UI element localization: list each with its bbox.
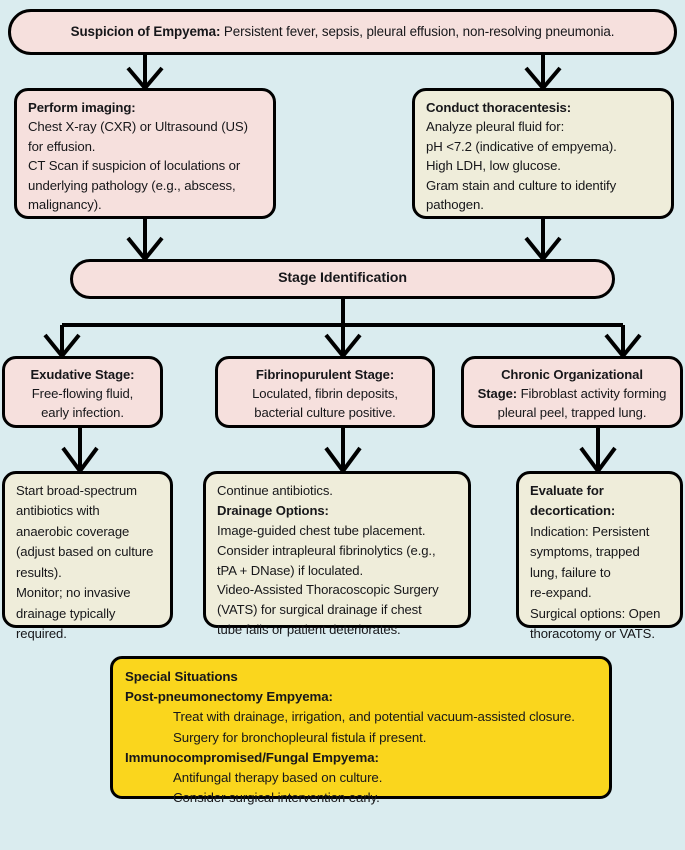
thoracentesis-line-5: pathogen. — [426, 197, 484, 213]
node-chronic-organizational-stage — [461, 356, 683, 428]
imaging-line-5: malignancy). — [28, 197, 102, 213]
special-section-1-heading: Post-pneumonectomy Empyema: — [125, 689, 333, 705]
chronic-heading-line-1: Chronic Organizational — [501, 367, 643, 382]
tx-chronic-line-1: Indication: Persistent — [530, 523, 650, 539]
suspicion-heading: Suspicion of Empyema: — [70, 24, 221, 40]
special-section-1-line-1: Treat with drainage, irrigation, and potential vacuum-assisted closure. — [173, 709, 575, 725]
tx-exudative-line-6: Monitor; no invasive — [16, 585, 131, 601]
tx-exudative-line-5: results). — [16, 564, 62, 580]
exudative-line-1: Free-flowing fluid, — [31, 386, 134, 402]
tx-fibrino-line-6: (VATS) for surgical drainage if chest — [217, 602, 422, 618]
tx-exudative-line-4: (adjust based on culture — [16, 544, 154, 560]
suspicion-body: Persistent fever, sepsis, pleural effusion, non-resolving pneumonia. — [220, 24, 615, 40]
thoracentesis-line-2: pH <7.2 (indicative of empyema). — [426, 138, 617, 154]
tx-exudative-line-2: antibiotics with — [16, 503, 100, 519]
tx-fibrino-line-1: Continue antibiotics. — [217, 483, 333, 498]
node-treatment-exudative — [2, 471, 173, 641]
tx-chronic-line-5: Surgical options: Open — [530, 605, 661, 621]
suspicion-text — [71, 22, 615, 42]
thoracentesis-line-1: Analyze pleural fluid for: — [426, 119, 565, 135]
tx-fibrino-heading: Drainage Options: — [217, 502, 329, 518]
chronic-body-line-2: Fibroblast activity forming — [517, 386, 667, 402]
special-section-2-line-2: Consider surgical intervention early. — [173, 790, 380, 806]
special-title: Special Situations — [125, 669, 238, 684]
thoracentesis-line-4: Gram stain and culture to identify — [426, 177, 617, 193]
node-treatment-fibrinopurulent — [203, 471, 471, 638]
node-suspicion-of-empyema — [8, 9, 677, 55]
imaging-line-4: underlying pathology (e.g., abscess, — [28, 177, 236, 193]
node-treatment-chronic — [516, 471, 683, 641]
exudative-heading: Exudative Stage: — [30, 367, 135, 382]
tx-fibrino-line-4: tPA + DNase) if loculated. — [217, 562, 363, 578]
fibrinopurulent-heading: Fibrinopurulent Stage: — [255, 367, 395, 382]
node-stage-identification — [70, 259, 615, 299]
imaging-line-3: CT Scan if suspicion of loculations or — [28, 158, 241, 174]
tx-chronic-line-6: thoracotomy or VATS. — [530, 625, 655, 641]
node-fibrinopurulent-stage — [215, 356, 435, 428]
tx-fibrino-line-5: Video-Assisted Thoracoscopic Surgery — [217, 582, 439, 598]
tx-chronic-line-4: re-expand. — [530, 585, 592, 601]
fibrinopurulent-line-1: Loculated, fibrin deposits, — [252, 386, 398, 402]
stage-identification-label: Stage Identification — [278, 270, 407, 287]
chronic-line-3: pleural peel, trapped lung. — [497, 405, 647, 421]
imaging-line-1: Chest X-ray (CXR) or Ultrasound (US) — [28, 119, 248, 135]
tx-chronic-heading-line-1: Evaluate for — [530, 483, 604, 498]
tx-fibrino-line-7: tube fails or patient deteriorates. — [217, 622, 401, 638]
chronic-heading-word: Stage: — [477, 386, 518, 402]
node-perform-imaging — [14, 88, 276, 219]
thoracentesis-heading: Conduct thoracentesis: — [426, 100, 572, 115]
special-section-2-heading: Immunocompromised/Fungal Empyema: — [125, 749, 379, 765]
fibrinopurulent-line-2: bacterial culture positive. — [254, 405, 396, 421]
tx-exudative-line-1: Start broad-spectrum — [16, 483, 137, 498]
tx-exudative-line-8: required. — [16, 625, 67, 641]
imaging-heading: Perform imaging: — [28, 100, 136, 115]
tx-exudative-line-3: anaerobic coverage — [16, 523, 130, 539]
imaging-line-2: for effusion. — [28, 138, 96, 154]
thoracentesis-line-3: High LDH, low glucose. — [426, 158, 561, 174]
node-special-situations — [110, 656, 612, 806]
tx-chronic-line-3: lung, failure to — [530, 564, 611, 580]
tx-fibrino-line-3: Consider intrapleural fibrinolytics (e.g., — [217, 542, 436, 558]
node-conduct-thoracentesis — [412, 88, 674, 219]
tx-exudative-line-7: drainage typically — [16, 605, 116, 621]
node-exudative-stage — [2, 356, 163, 428]
tx-chronic-heading-line-2: decortication: — [530, 503, 616, 519]
special-section-1-line-2: Surgery for bronchopleural fistula if present. — [173, 729, 427, 745]
special-section-2-line-1: Antifungal therapy based on culture. — [173, 770, 383, 786]
chronic-heading-line-2 — [471, 384, 673, 403]
exudative-line-2: early infection. — [41, 405, 124, 421]
tx-fibrino-line-2: Image-guided chest tube placement. — [217, 522, 426, 538]
tx-chronic-line-2: symptoms, trapped — [530, 544, 640, 560]
